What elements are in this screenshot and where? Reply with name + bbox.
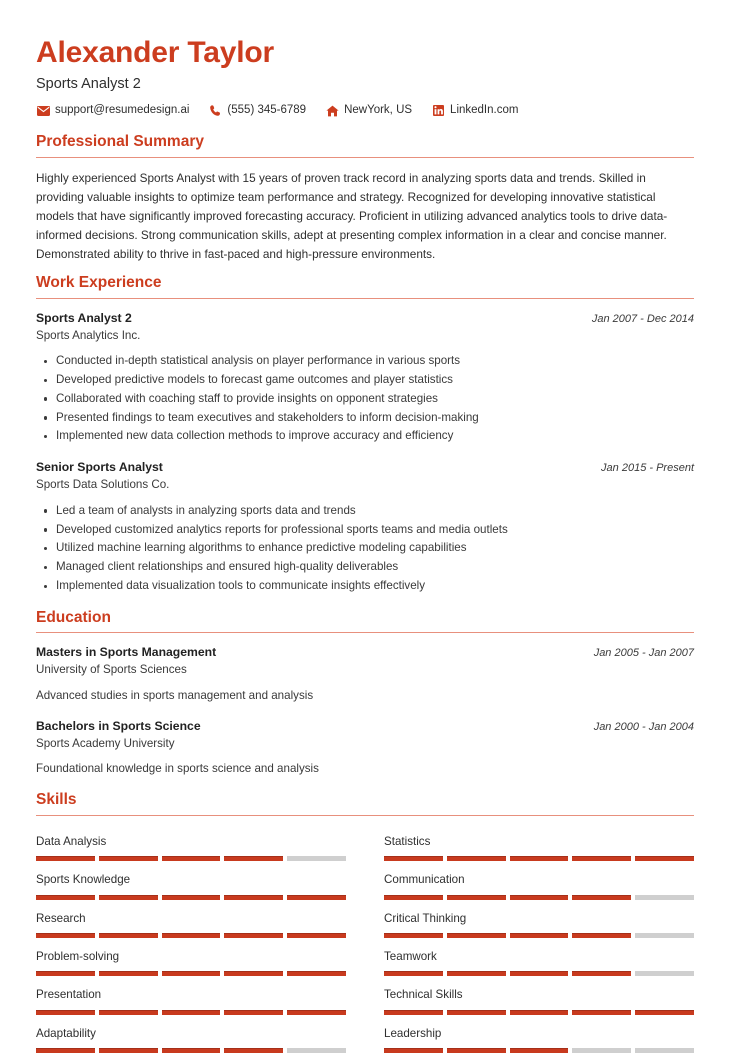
work-entry-title: Sports Analyst 2	[36, 310, 132, 325]
skill-level-segment	[162, 895, 221, 900]
skill-level-segment	[36, 1010, 95, 1015]
work-entry-bullets	[36, 352, 694, 446]
skill-name: Data Analysis	[36, 834, 107, 848]
bullet-item: Managed client relationships and ensured high-quality deliverables	[55, 558, 694, 577]
skill-item	[384, 942, 694, 980]
skill-level-bar	[36, 1048, 346, 1053]
skill-level-segment	[510, 895, 569, 900]
work-entry-title: Senior Sports Analyst	[36, 460, 163, 475]
work-entry	[36, 459, 694, 596]
skill-level-segment	[224, 895, 283, 900]
skill-name: Communication	[384, 873, 465, 887]
skill-level-segment	[162, 1048, 221, 1053]
section-divider	[36, 157, 694, 158]
skill-level-segment	[572, 895, 631, 900]
work-entry-organization: Sports Data Solutions Co.	[36, 478, 170, 492]
contact-item-home[interactable]	[325, 105, 412, 117]
work-entry-header	[36, 310, 694, 327]
education-entry	[36, 644, 694, 704]
skill-level-segment	[224, 933, 283, 938]
skill-item	[384, 865, 694, 903]
skill-level-bar	[384, 1048, 694, 1053]
work-entry-date: Jan 2007 - Dec 2014	[591, 312, 694, 325]
education-entry-list	[36, 644, 694, 778]
candidate-name: Alexander Taylor	[36, 36, 275, 69]
section-title-education: Education	[36, 608, 111, 626]
education-entry-header	[36, 718, 694, 735]
skill-name: Teamwork	[384, 950, 437, 964]
skill-item	[36, 980, 346, 1018]
skill-level-segment	[510, 1048, 569, 1053]
education-entry	[36, 718, 694, 778]
skill-name: Technical Skills	[384, 988, 463, 1002]
skill-level-segment	[384, 933, 443, 938]
skill-item	[384, 904, 694, 942]
skills-grid	[36, 827, 694, 1057]
skill-level-segment	[224, 1048, 283, 1053]
skill-level-segment	[224, 856, 283, 861]
skill-level-bar	[384, 895, 694, 900]
skill-level-segment	[162, 856, 221, 861]
skill-level-segment	[224, 1010, 283, 1015]
skill-level-segment	[384, 971, 443, 976]
skill-item	[384, 980, 694, 1018]
skill-level-segment	[287, 971, 346, 976]
skill-level-segment	[635, 1010, 694, 1015]
skill-level-segment	[162, 933, 221, 938]
skill-level-segment	[572, 933, 631, 938]
skill-level-segment	[99, 933, 158, 938]
section-education	[36, 609, 694, 778]
phone-icon	[208, 105, 222, 117]
skill-level-segment	[572, 971, 631, 976]
home-icon	[325, 105, 339, 117]
summary-text: Highly experienced Sports Analyst with 15 years of proven track record in analyzing sports data and trends. Skilled in providing valuable insights to optimize team performance and strategy. Recognized for developing innovative statistical models that have significantly improved forecasting accuracy. Proficient in utilizing advanced analytics tools to drive data-informed decisions. Strong communication skills, adept at presenting complex information in a clear and concise manner. Demonstrated ability to thrive in fast-paced and high-pressure environments.	[36, 170, 668, 262]
skill-name: Problem-solving	[36, 950, 120, 964]
skill-level-segment	[635, 1048, 694, 1053]
skill-level-segment	[99, 1010, 158, 1015]
education-entry-institution: Sports Academy University	[36, 736, 175, 750]
bullet-item: Conducted in-depth statistical analysis on player performance in various sports	[55, 352, 694, 371]
skill-level-segment	[447, 971, 506, 976]
bullet-item: Utilized machine learning algorithms to enhance predictive modeling capabilities	[55, 539, 694, 558]
education-entry-degree: Masters in Sports Management	[36, 645, 217, 660]
skill-level-segment	[635, 856, 694, 861]
skill-level-segment	[447, 1048, 506, 1053]
skill-name: Research	[36, 911, 86, 925]
education-entry-date: Jan 2000 - Jan 2004	[593, 720, 694, 733]
section-title-summary: Professional Summary	[36, 132, 204, 150]
section-divider	[36, 815, 694, 816]
skill-name: Statistics	[384, 834, 431, 848]
education-entry-institution: University of Sports Sciences	[36, 663, 187, 677]
bullet-item: Developed customized analytics reports for professional sports teams and media outlets	[55, 521, 694, 540]
skill-level-segment	[99, 856, 158, 861]
bullet-item: Presented findings to team executives and stakeholders to inform decision-making	[55, 409, 694, 428]
skill-level-segment	[287, 933, 346, 938]
skill-level-segment	[572, 856, 631, 861]
bullet-item: Implemented new data collection methods to improve accuracy and efficiency	[55, 427, 694, 446]
bullet-item: Collaborated with coaching staff to provide insights on opponent strategies	[55, 390, 694, 409]
work-entry-header	[36, 459, 694, 476]
education-entry-degree: Bachelors in Sports Science	[36, 718, 201, 733]
bullet-item: Led a team of analysts in analyzing sports data and trends	[55, 502, 694, 521]
skill-level-segment	[447, 933, 506, 938]
contact-text: support@resumedesign.ai	[55, 104, 190, 117]
work-entry	[36, 310, 694, 447]
skill-level-segment	[510, 971, 569, 976]
skill-level-bar	[36, 856, 346, 861]
bullet-item: Implemented data visualization tools to communicate insights effectively	[55, 577, 694, 596]
skill-level-segment	[287, 1048, 346, 1053]
skill-level-segment	[36, 971, 95, 976]
work-entry-date: Jan 2015 - Present	[601, 462, 694, 475]
section-divider	[36, 632, 694, 633]
skill-item	[36, 904, 346, 942]
skill-level-segment	[384, 1048, 443, 1053]
skill-level-segment	[224, 971, 283, 976]
skill-level-segment	[635, 895, 694, 900]
skill-name: Presentation	[36, 988, 102, 1002]
skill-level-bar	[36, 971, 346, 976]
skill-name: Leadership	[384, 1026, 442, 1040]
skill-item	[36, 865, 346, 903]
skill-name: Adaptability	[36, 1026, 96, 1040]
skill-level-segment	[572, 1048, 631, 1053]
skill-level-segment	[510, 856, 569, 861]
skill-level-segment	[99, 1048, 158, 1053]
education-entry-date: Jan 2005 - Jan 2007	[593, 647, 694, 660]
skill-name: Sports Knowledge	[36, 873, 131, 887]
skill-level-bar	[384, 971, 694, 976]
skill-level-segment	[447, 895, 506, 900]
skill-level-segment	[162, 971, 221, 976]
section-title-work: Work Experience	[36, 274, 162, 292]
envelope-icon	[36, 105, 50, 117]
education-entry-header	[36, 644, 694, 661]
skill-level-segment	[287, 856, 346, 861]
section-professional-summary	[36, 133, 694, 264]
candidate-job-title: Sports Analyst 2	[36, 75, 141, 92]
skill-level-segment	[510, 933, 569, 938]
skill-item	[36, 942, 346, 980]
skill-level-bar	[384, 856, 694, 861]
skill-level-segment	[447, 856, 506, 861]
skill-level-segment	[36, 1048, 95, 1053]
skill-level-bar	[384, 1010, 694, 1015]
skill-level-segment	[162, 1010, 221, 1015]
contact-text: (555) 345-6789	[227, 104, 307, 117]
skill-level-bar	[384, 933, 694, 938]
skill-level-segment	[36, 895, 95, 900]
skill-level-segment	[447, 1010, 506, 1015]
contact-text: NewYork, US	[344, 104, 413, 117]
contact-row	[36, 105, 694, 117]
section-work-experience	[36, 274, 694, 596]
skill-level-segment	[510, 1010, 569, 1015]
bullet-item: Developed predictive models to forecast game outcomes and player statistics	[55, 371, 694, 390]
skill-item	[384, 1019, 694, 1057]
skill-item	[384, 827, 694, 865]
skill-level-segment	[572, 1010, 631, 1015]
contact-item-linkedin[interactable]	[431, 105, 518, 117]
skill-level-bar	[36, 933, 346, 938]
resume-header	[36, 36, 694, 117]
skill-level-segment	[384, 856, 443, 861]
skill-level-segment	[635, 933, 694, 938]
section-skills	[36, 791, 694, 1057]
linkedin-icon	[431, 105, 445, 117]
education-entry-description: Advanced studies in sports management and analysis	[36, 689, 314, 703]
skill-level-segment	[384, 1010, 443, 1015]
skill-level-segment	[635, 971, 694, 976]
skill-level-segment	[384, 895, 443, 900]
skill-level-bar	[36, 895, 346, 900]
skill-name: Critical Thinking	[384, 911, 467, 925]
skill-level-segment	[36, 933, 95, 938]
work-entry-organization: Sports Analytics Inc.	[36, 328, 141, 342]
skill-level-segment	[36, 856, 95, 861]
section-divider	[36, 298, 694, 299]
work-entry-bullets	[36, 502, 694, 596]
skill-level-segment	[287, 895, 346, 900]
section-title-skills: Skills	[36, 791, 77, 809]
contact-text: LinkedIn.com	[450, 104, 519, 117]
skill-item	[36, 827, 346, 865]
skill-level-segment	[99, 971, 158, 976]
skill-level-bar	[36, 1010, 346, 1015]
contact-item-envelope[interactable]	[36, 105, 189, 117]
skill-level-segment	[287, 1010, 346, 1015]
education-entry-description: Foundational knowledge in sports science and analysis	[36, 762, 319, 776]
skill-item	[36, 1019, 346, 1057]
contact-item-phone[interactable]	[208, 105, 306, 117]
work-entry-list	[36, 310, 694, 596]
skill-level-segment	[99, 895, 158, 900]
